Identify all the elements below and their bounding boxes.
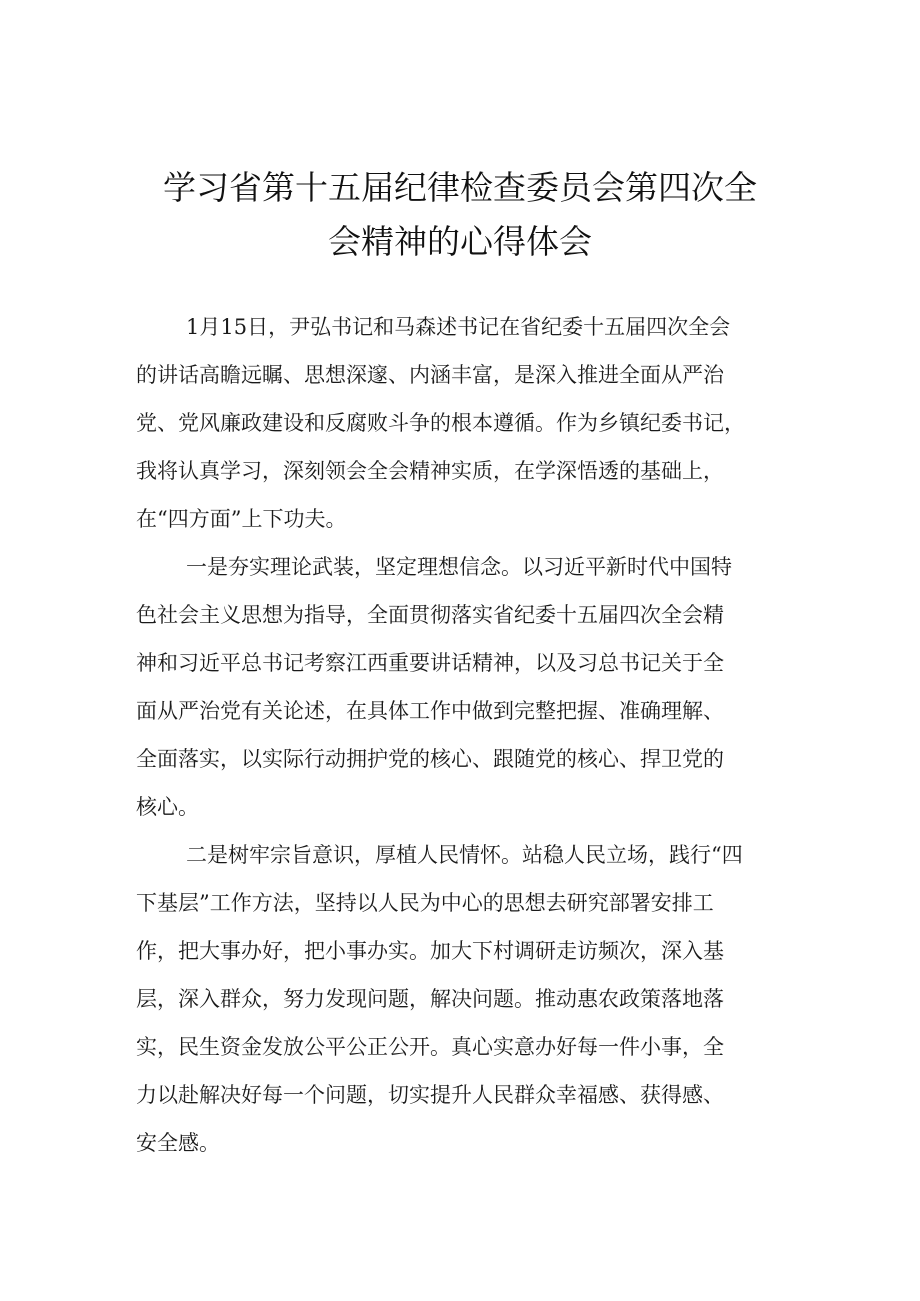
paragraph-3-line-5: 实，民生资金发放公平公正公开。真心实意办好每一件小事，全 xyxy=(136,1035,724,1059)
paragraph-2-line-6: 核心。 xyxy=(136,795,199,819)
paragraph-1-line-1: 1月15日，尹弘书记和马森述书记在省纪委十五届四次全会 xyxy=(186,315,731,339)
paragraph-2-line-2: 色社会主义思想为指导，全面贯彻落实省纪委十五届四次全会精 xyxy=(136,603,724,627)
paragraph-3-line-1: 二是树牢宗旨意识，厚植人民情怀。站稳人民立场，践行“四 xyxy=(186,843,743,867)
paragraph-3-line-6: 力以赴解决好每一个问题，切实提升人民群众幸福感、获得感、 xyxy=(136,1083,724,1107)
paragraph-1-line-3: 党、党风廉政建设和反腐败斗争的根本遵循。作为乡镇纪委书记， xyxy=(136,411,745,435)
paragraph-3-line-7: 安全感。 xyxy=(136,1131,220,1155)
paragraph-1-line-4: 我将认真学习，深刻领会全会精神实质，在学深悟透的基础上， xyxy=(136,459,724,483)
paragraph-2-line-4: 面从严治党有关论述，在具体工作中做到完整把握、准确理解、 xyxy=(136,699,724,723)
paragraph-1-line-2: 的讲话高瞻远瞩、思想深邃、内涵丰富，是深入推进全面从严治 xyxy=(136,363,724,387)
paragraph-2-line-3: 神和习近平总书记考察江西重要讲话精神，以及习总书记关于全 xyxy=(136,651,724,675)
paragraph-2-line-1: 一是夯实理论武装，坚定理想信念。以习近平新时代中国特 xyxy=(186,555,732,579)
paragraph-3-line-3: 作，把大事办好，把小事办实。加大下村调研走访频次，深入基 xyxy=(136,939,724,963)
document-title-line-1: 学习省第十五届纪律检查委员会第四次全 xyxy=(163,168,757,207)
paragraph-1-line-5: 在“四方面”上下功夫。 xyxy=(136,507,347,531)
paragraph-3-line-4: 层，深入群众，努力发现问题，解决问题。推动惠农政策落地落 xyxy=(136,987,724,1011)
paragraph-2-line-5: 全面落实，以实际行动拥护党的核心、跟随党的核心、捍卫党的 xyxy=(136,747,724,771)
paragraph-3-line-2: 下基层”工作方法，坚持以人民为中心的思想去研究部署安排工 xyxy=(136,891,714,915)
document-title-line-2: 会精神的心得体会 xyxy=(328,222,592,261)
